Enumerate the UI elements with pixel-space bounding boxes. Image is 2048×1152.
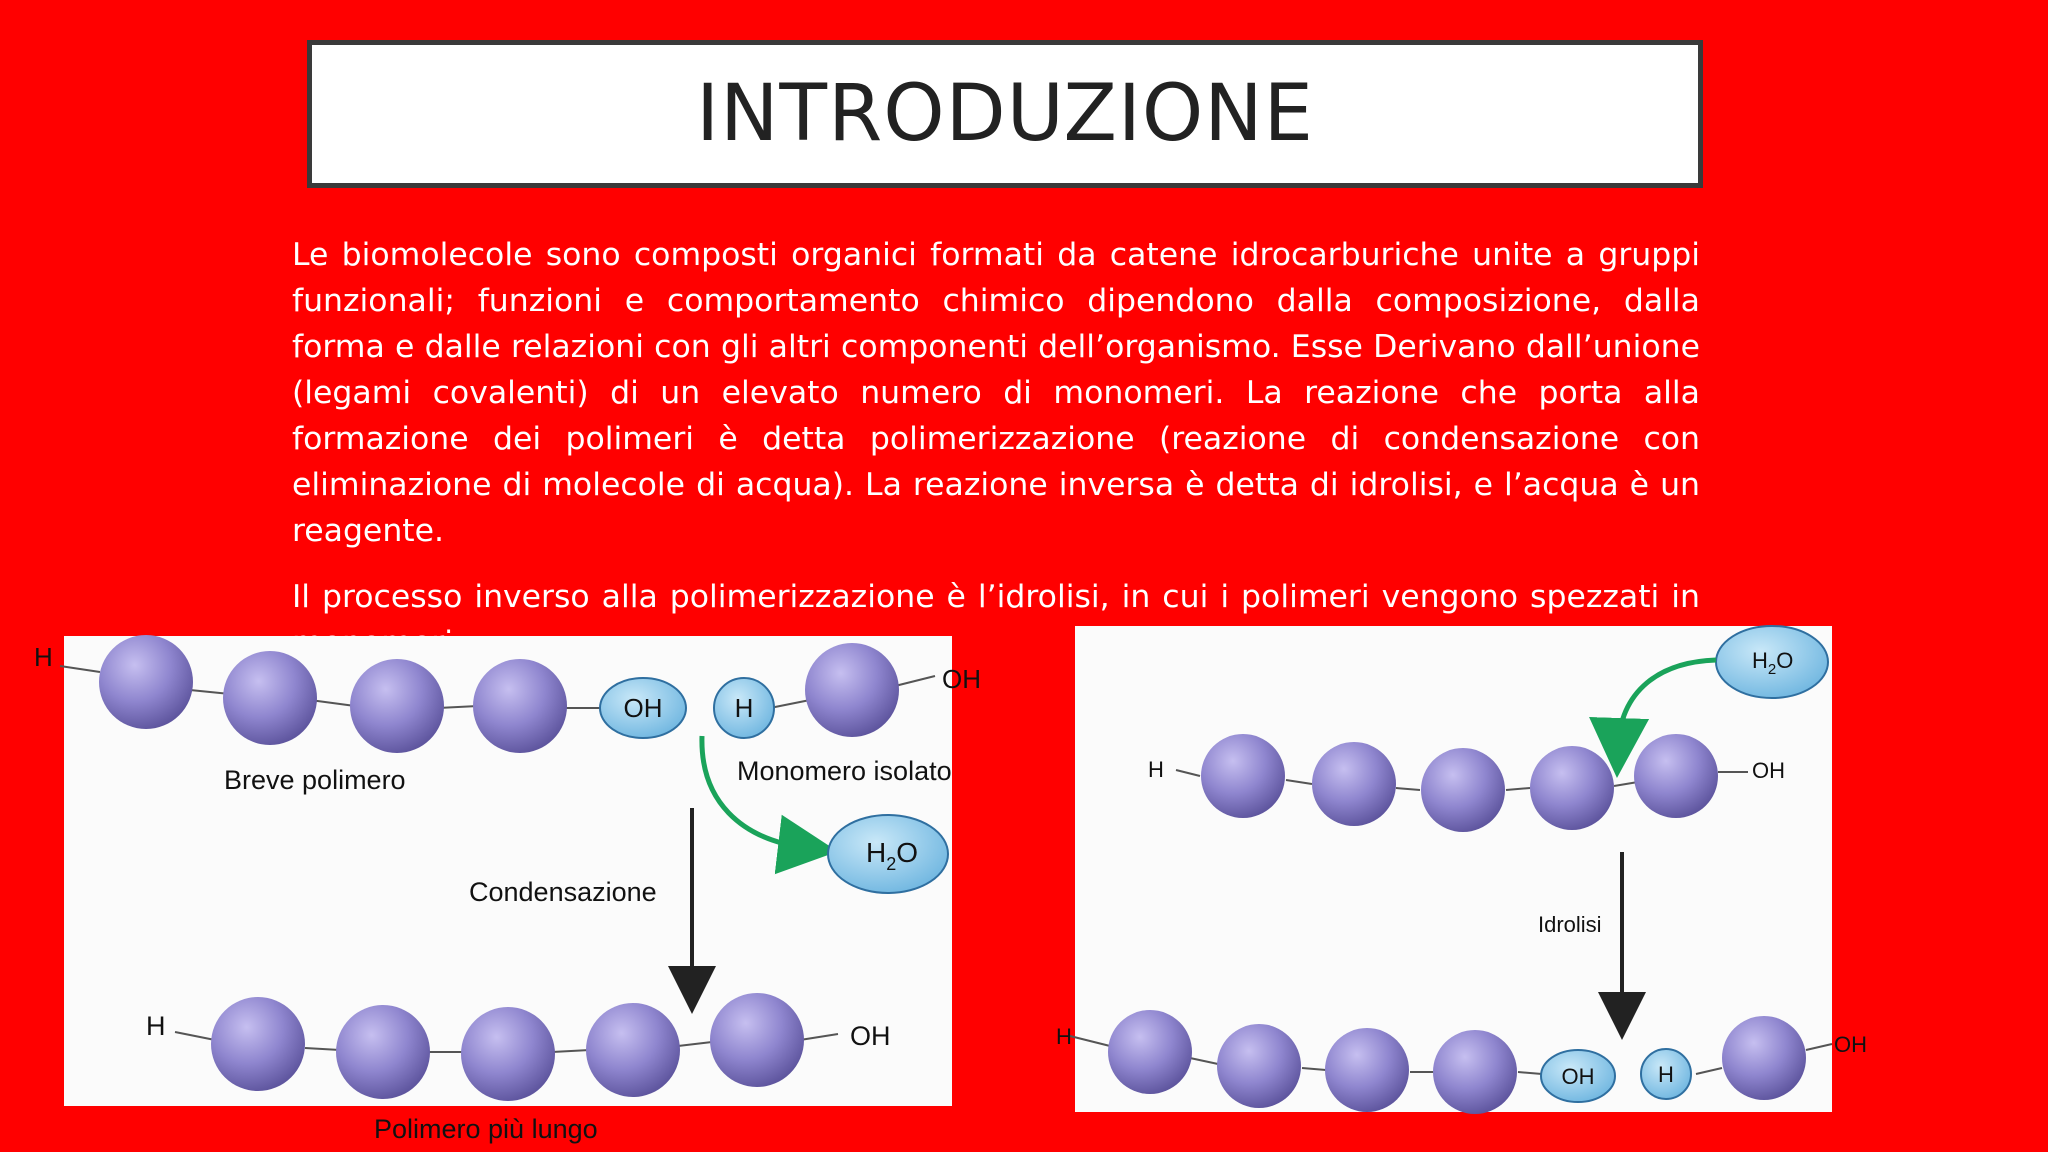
bottom-h-label: H (146, 1011, 166, 1041)
hydrolysis-diagram (1056, 626, 1867, 1114)
bottom-oh-label: OH (1834, 1032, 1867, 1057)
bottom-oh-label: OH (850, 1021, 891, 1051)
monomer-ball (223, 651, 317, 745)
monomer-ball (99, 635, 193, 729)
monomer-ball (710, 993, 804, 1087)
monomer-ball (350, 659, 444, 753)
water-label: $H_2O$ (1752, 648, 1794, 678)
monomer-ball (473, 659, 567, 753)
monomer-ball (336, 1005, 430, 1099)
h-label: H (1148, 757, 1164, 782)
monomer-ball (211, 997, 305, 1091)
h-group-label: H (734, 693, 754, 723)
green-arrow (702, 736, 808, 848)
water-label: $H_2O$ (866, 837, 919, 874)
monomer-ball (461, 1007, 555, 1101)
oh-group-label: OH (623, 693, 663, 723)
h-label: H (34, 642, 53, 672)
monomer-ball (1325, 1028, 1409, 1112)
oh-group-label: OH (1561, 1064, 1595, 1089)
hydrolysis-label: Idrolisi (1538, 912, 1602, 937)
short-polymer-label: Breve polimero (224, 765, 406, 795)
monomer-ball (1217, 1024, 1301, 1108)
monomer-ball (1421, 748, 1505, 832)
green-arrow (1618, 660, 1716, 748)
monomer-ball (1722, 1016, 1806, 1100)
monomer-ball (1634, 734, 1718, 818)
monomer-ball (805, 643, 899, 737)
h-group-label: H (1658, 1062, 1674, 1087)
oh-label-right: OH (942, 664, 981, 694)
monomer-ball (1433, 1030, 1517, 1114)
monomer-ball (1201, 734, 1285, 818)
monomer-ball (586, 1003, 680, 1097)
isolated-monomer-label: Monomero isolato (737, 756, 952, 786)
slide-title: INTRODUZIONE (696, 69, 1314, 159)
monomer-ball (1312, 742, 1396, 826)
paragraph-2: Il processo inverso alla polimerizzazione è l’idrolisi, in cui i polimeri vengono spezzati in (292, 579, 1700, 615)
monomer-ball (1530, 746, 1614, 830)
condensation-label: Condensazione (469, 877, 657, 907)
longer-polymer-label: Polimero più lungo (374, 1114, 598, 1144)
monomer-ball (1108, 1010, 1192, 1094)
bottom-h-label: H (1056, 1024, 1072, 1049)
paragraph-1: Le biomolecole sono composti organici formati da catene idrocarburiche unite a gruppi funzionali; funzioni e comportamento chimico dipendono dalla composizione, dalla forma e dalle relazioni con gli altri componenti dell’organismo. Esse Derivano dall’unione (legami covalenti) di un elevato numero di monomeri. La reazione che porta alla formazione dei polimeri è detta polimerizzazione (reazione di condensazione con eliminazione di molecole di acqua). La reazione inversa è detta di idrolisi, e l’acqua è un reagente. (292, 237, 1700, 549)
condensation-diagram (34, 635, 981, 1144)
oh-label: OH (1752, 758, 1785, 783)
